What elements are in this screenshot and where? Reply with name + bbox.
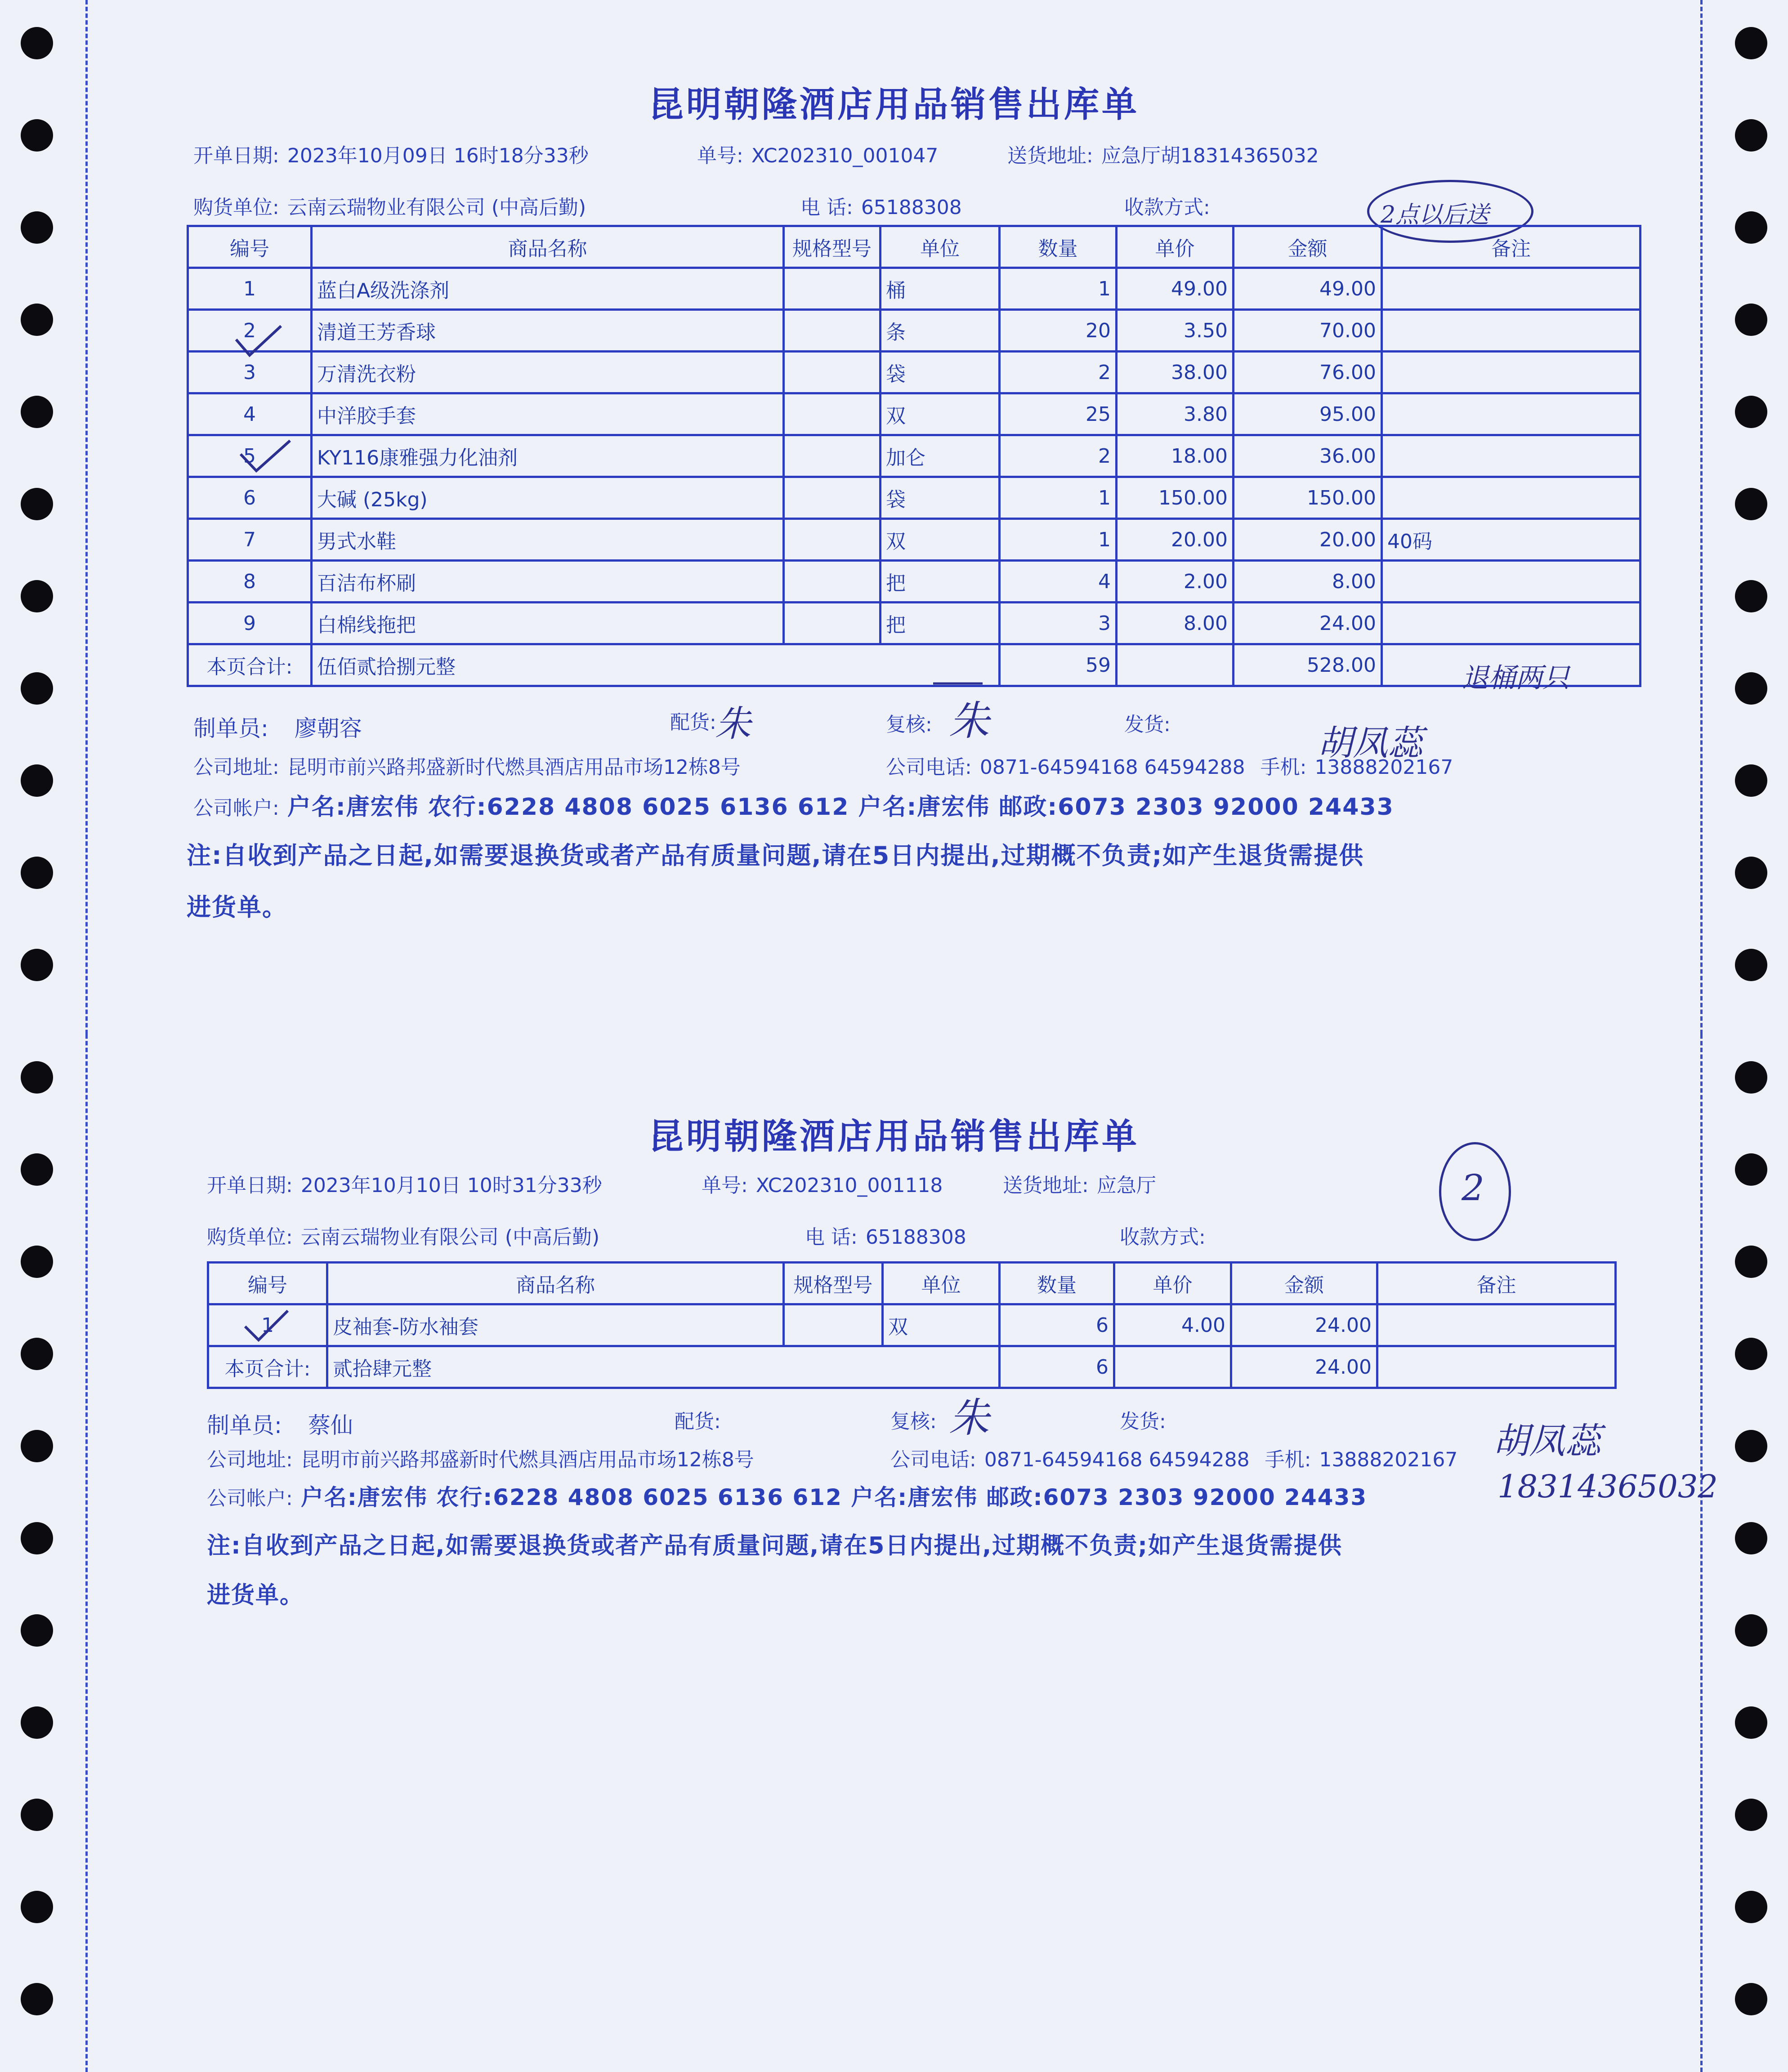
mobile-value: 13888202167 — [1314, 756, 1453, 779]
cell-qty: 2 — [1000, 435, 1117, 477]
tractor-feed-right — [1712, 0, 1788, 1034]
feed-hole — [1735, 1246, 1767, 1278]
cell-no: 1 — [208, 1304, 327, 1346]
cell-spec — [784, 519, 881, 561]
cell-name: 清道王芳香球 — [312, 310, 784, 352]
total-amount: 24.00 — [1231, 1346, 1377, 1388]
feed-hole — [21, 304, 53, 336]
stroke-mark-icon — [931, 665, 985, 701]
phone-line — [805, 1221, 966, 1250]
allot-label: 配货: — [675, 1410, 721, 1433]
maker-value: 廖朝容 — [294, 715, 362, 741]
review-label: 复核: — [890, 1410, 937, 1433]
address-value: 应急厅 — [1096, 1174, 1156, 1197]
table-header-row — [208, 1263, 1616, 1304]
cell-note — [1382, 393, 1640, 435]
feed-hole — [1735, 1522, 1767, 1554]
allot-line — [675, 1405, 729, 1434]
items-table — [187, 225, 1641, 687]
items-table — [207, 1261, 1617, 1389]
phone-label: 电 话: — [800, 196, 853, 219]
total-price-empty — [1117, 644, 1234, 686]
date-line — [207, 1169, 602, 1198]
disclaimer-line-2: 进货单。 — [207, 1582, 304, 1609]
cell-amount: 49.00 — [1234, 268, 1382, 310]
feed-hole — [21, 1430, 53, 1462]
cell-no: 1 — [188, 268, 312, 310]
buyer-value: 云南云瑞物业有限公司 (中高后勤) — [287, 196, 586, 219]
cell-no: 2 — [188, 310, 312, 352]
cell-no: 7 — [188, 519, 312, 561]
cell-name: 中洋胶手套 — [312, 393, 784, 435]
payment-line — [1124, 191, 1218, 220]
cell-spec — [784, 268, 881, 310]
cell-spec — [784, 1304, 883, 1346]
total-row — [208, 1346, 1616, 1388]
date-line — [193, 139, 589, 168]
date-value: 2023年10月10日 10时31分33秒 — [300, 1174, 602, 1197]
cell-amount: 95.00 — [1234, 393, 1382, 435]
company-phone-label: 公司电话: — [886, 756, 972, 779]
order-value: XC202310_001118 — [755, 1174, 943, 1197]
slip-title: 昆明朝隆酒店用品销售出库单 — [648, 1116, 1140, 1157]
table-row — [188, 519, 1640, 561]
cell-qty: 4 — [1000, 561, 1117, 603]
feed-hole — [1735, 764, 1767, 797]
header-no: 编号 — [208, 1263, 327, 1304]
header-name: 商品名称 — [312, 226, 784, 268]
feed-hole — [21, 1338, 53, 1370]
total-price-empty — [1114, 1346, 1231, 1388]
check-mark-icon — [243, 1308, 292, 1344]
maker-line — [207, 1407, 353, 1440]
maker-value: 蔡仙 — [308, 1412, 353, 1438]
feed-hole — [1735, 1061, 1767, 1094]
cell-spec — [784, 477, 881, 519]
feed-hole — [1735, 1891, 1767, 1923]
cell-unit: 袋 — [881, 477, 1000, 519]
cell-unit: 双 — [881, 393, 1000, 435]
cell-name: 大碱 (25kg) — [312, 477, 784, 519]
feed-hole — [21, 1061, 53, 1094]
total-amount: 528.00 — [1234, 644, 1382, 686]
table-row — [188, 393, 1640, 435]
feed-hole — [1735, 1430, 1767, 1462]
feed-hole — [1735, 27, 1767, 59]
maker-line — [193, 710, 362, 743]
cell-price: 49.00 — [1117, 268, 1234, 310]
handwritten-ship-signature: 胡凤蕊 — [1318, 723, 1423, 764]
company-address-label: 公司地址: — [193, 756, 279, 779]
buyer-line — [193, 191, 586, 220]
feed-hole — [21, 764, 53, 797]
cell-price: 20.00 — [1117, 519, 1234, 561]
feed-hole — [21, 672, 53, 705]
payment-line — [1120, 1221, 1214, 1250]
sales-slip-1 — [0, 0, 1788, 1034]
feed-hole — [1735, 857, 1767, 889]
header-price: 单价 — [1117, 226, 1234, 268]
account-label: 公司帐户: — [207, 1487, 293, 1510]
cell-name: KY116康雅强力化油剂 — [312, 435, 784, 477]
handwritten-circled-number: 2 — [1462, 1167, 1484, 1209]
ship-label: 发货: — [1124, 713, 1171, 736]
feed-hole — [21, 949, 53, 981]
account-value: 户名:唐宏伟 农行:6228 4808 6025 6136 612 户名:唐宏伟 邮政:6073 2303 92000 24433 — [287, 794, 1394, 821]
total-note-empty — [1377, 1346, 1616, 1388]
tractor-feed-left — [0, 0, 76, 1034]
cell-price: 150.00 — [1117, 477, 1234, 519]
cell-note — [1382, 268, 1640, 310]
payment-label: 收款方式: — [1120, 1226, 1206, 1249]
table-header-row — [188, 226, 1640, 268]
feed-hole — [21, 1614, 53, 1647]
company-address-label: 公司地址: — [207, 1448, 293, 1471]
account-line — [193, 788, 1394, 822]
header-note: 备注 — [1377, 1263, 1616, 1304]
cell-note — [1382, 435, 1640, 477]
cell-price: 4.00 — [1114, 1304, 1231, 1346]
feed-hole — [21, 1522, 53, 1554]
cell-note — [1377, 1304, 1616, 1346]
company-phone-value: 0871-64594168 64594288 — [984, 1448, 1250, 1471]
cell-no: 4 — [188, 393, 312, 435]
sales-slip-2 — [0, 1034, 1788, 2072]
total-words: 贰拾肆元整 — [327, 1346, 1000, 1388]
payment-label: 收款方式: — [1124, 196, 1210, 219]
cell-name: 万清洗衣粉 — [312, 352, 784, 393]
feed-hole — [21, 580, 53, 612]
cell-name: 百洁布杯刷 — [312, 561, 784, 603]
date-label: 开单日期: — [193, 144, 279, 167]
company-phone-value: 0871-64594168 64594288 — [979, 756, 1245, 779]
cell-no: 6 — [188, 477, 312, 519]
header-amount: 金额 — [1231, 1263, 1377, 1304]
cell-unit: 袋 — [881, 352, 1000, 393]
cell-no: 3 — [188, 352, 312, 393]
cell-note — [1382, 310, 1640, 352]
feed-hole — [21, 1799, 53, 1831]
cell-qty: 2 — [1000, 352, 1117, 393]
total-row — [188, 644, 1640, 686]
cell-name: 皮袖套-防水袖套 — [327, 1304, 784, 1346]
address-line — [1003, 1169, 1156, 1198]
cell-price: 8.00 — [1117, 603, 1234, 644]
order-value: XC202310_001047 — [751, 144, 939, 167]
feed-hole — [1735, 1338, 1767, 1370]
cell-price: 2.00 — [1117, 561, 1234, 603]
cell-amount: 70.00 — [1234, 310, 1382, 352]
company-address-value: 昆明市前兴路邦盛新时代燃具酒店用品市场12栋8号 — [287, 756, 741, 779]
ship-line — [1120, 1405, 1174, 1434]
cell-price: 3.50 — [1117, 310, 1234, 352]
header-note: 备注 — [1382, 226, 1640, 268]
table-row — [188, 310, 1640, 352]
feed-hole — [21, 1891, 53, 1923]
cell-spec — [784, 435, 881, 477]
handwritten-allot-signature: 朱 — [715, 703, 751, 745]
cell-unit: 双 — [881, 519, 1000, 561]
cell-amount: 20.00 — [1234, 519, 1382, 561]
phone-value: 65188308 — [861, 196, 962, 219]
address-label: 送货地址: — [1007, 144, 1093, 167]
handwritten-review-signature: 朱 — [949, 697, 989, 745]
company-address-line — [207, 1443, 754, 1472]
disclaimer-line-2: 进货单。 — [187, 893, 287, 921]
table-row — [188, 561, 1640, 603]
feed-hole — [21, 396, 53, 428]
cell-note — [1382, 352, 1640, 393]
maker-label: 制单员: — [193, 715, 268, 741]
feed-hole — [1735, 396, 1767, 428]
items-body — [208, 1304, 1616, 1346]
cell-unit: 桶 — [881, 268, 1000, 310]
cell-unit: 把 — [881, 561, 1000, 603]
feed-hole — [1735, 580, 1767, 612]
slip-title: 昆明朝隆酒店用品销售出库单 — [648, 85, 1140, 125]
total-qty: 59 — [1000, 644, 1117, 686]
review-line — [886, 708, 940, 737]
buyer-value: 云南云瑞物业有限公司 (中高后勤) — [300, 1226, 600, 1249]
phone-label: 电 话: — [805, 1226, 858, 1249]
feed-hole — [1735, 211, 1767, 244]
cell-name: 蓝白A级洗涤剂 — [312, 268, 784, 310]
feed-hole — [21, 211, 53, 244]
header-no: 编号 — [188, 226, 312, 268]
total-label: 本页合计: — [188, 644, 312, 686]
feed-hole — [1735, 1983, 1767, 2015]
cell-amount: 150.00 — [1234, 477, 1382, 519]
mobile-label: 手机: — [1265, 1448, 1311, 1471]
items-body — [188, 268, 1640, 644]
phone-line — [800, 191, 962, 220]
mobile-value: 13888202167 — [1319, 1448, 1458, 1471]
cell-amount: 24.00 — [1234, 603, 1382, 644]
handwritten-delivery-note: 2点以后送 — [1381, 201, 1489, 228]
account-value: 户名:唐宏伟 农行:6228 4808 6025 6136 612 户名:唐宏伟 邮政:6073 2303 92000 24433 — [300, 1484, 1368, 1510]
account-line — [207, 1479, 1367, 1512]
allot-label: 配货: — [670, 711, 716, 734]
order-label: 单号: — [702, 1174, 748, 1197]
company-phone-label: 公司电话: — [890, 1448, 976, 1471]
ship-label: 发货: — [1120, 1410, 1166, 1433]
cell-unit: 把 — [881, 603, 1000, 644]
cell-unit: 条 — [881, 310, 1000, 352]
disclaimer-line-1: 注:自收到产品之日起,如需要退换货或者产品有质量问题,请在5日内提出,过期概不负责;如产生退货需提供 — [207, 1532, 1343, 1559]
cell-price: 38.00 — [1117, 352, 1234, 393]
table-row — [188, 435, 1640, 477]
feed-hole — [21, 1983, 53, 2015]
cell-spec — [784, 352, 881, 393]
maker-label: 制单员: — [207, 1412, 282, 1438]
cell-unit: 双 — [883, 1304, 1000, 1346]
buyer-line — [207, 1221, 599, 1250]
cell-amount: 24.00 — [1231, 1304, 1377, 1346]
total-words: 伍佰贰拾捌元整 — [312, 644, 1000, 686]
order-line — [697, 139, 938, 168]
cell-qty: 1 — [1000, 519, 1117, 561]
check-mark-icon — [234, 324, 283, 360]
tractor-feed-left — [0, 1034, 76, 2072]
header-unit: 单位 — [883, 1263, 1000, 1304]
order-label: 单号: — [697, 144, 743, 167]
review-label: 复核: — [886, 713, 932, 736]
feed-hole — [1735, 949, 1767, 981]
buyer-label: 购货单位: — [207, 1226, 293, 1249]
cell-qty: 6 — [1000, 1304, 1114, 1346]
cell-price: 18.00 — [1117, 435, 1234, 477]
address-line — [1007, 139, 1319, 168]
cell-spec — [784, 603, 881, 644]
cell-unit: 加仑 — [881, 435, 1000, 477]
company-phone-line — [886, 751, 1453, 780]
cell-name: 白棉线拖把 — [312, 603, 784, 644]
cell-note — [1382, 603, 1640, 644]
header-amount: 金额 — [1234, 226, 1382, 268]
order-line — [702, 1169, 943, 1198]
cell-spec — [784, 393, 881, 435]
account-label: 公司帐户: — [193, 797, 279, 820]
feed-hole — [1735, 1706, 1767, 1739]
header-price: 单价 — [1114, 1263, 1231, 1304]
ship-line — [1124, 708, 1179, 737]
address-value: 应急厅胡18314365032 — [1101, 144, 1319, 167]
cell-qty: 25 — [1000, 393, 1117, 435]
total-label: 本页合计: — [208, 1346, 327, 1388]
feed-hole — [1735, 304, 1767, 336]
cell-spec — [784, 561, 881, 603]
cell-note — [1382, 561, 1640, 603]
tractor-feed-right — [1712, 1034, 1788, 2072]
cell-no: 9 — [188, 603, 312, 644]
cell-amount: 8.00 — [1234, 561, 1382, 603]
cell-no: 8 — [188, 561, 312, 603]
company-address-value: 昆明市前兴路邦盛新时代燃具酒店用品市场12栋8号 — [300, 1448, 754, 1471]
feed-hole — [1735, 488, 1767, 520]
feed-hole — [21, 857, 53, 889]
cell-name: 男式水鞋 — [312, 519, 784, 561]
header-unit: 单位 — [881, 226, 1000, 268]
total-qty: 6 — [1000, 1346, 1114, 1388]
date-label: 开单日期: — [207, 1174, 293, 1197]
cell-qty: 1 — [1000, 268, 1117, 310]
review-line — [890, 1405, 945, 1434]
header-qty: 数量 — [1000, 1263, 1114, 1304]
feed-hole — [1735, 1799, 1767, 1831]
date-value: 2023年10月09日 16时18分33秒 — [287, 144, 589, 167]
mobile-label: 手机: — [1260, 756, 1307, 779]
cell-price: 3.80 — [1117, 393, 1234, 435]
cell-amount: 76.00 — [1234, 352, 1382, 393]
table-row — [188, 603, 1640, 644]
cell-note: 40码 — [1382, 519, 1640, 561]
handwritten-remark: 退桶两只 — [1462, 662, 1569, 694]
feed-hole — [21, 1246, 53, 1278]
handwritten-receiver-phone: 18314365032 — [1497, 1468, 1718, 1505]
company-address-line — [193, 751, 741, 780]
cell-spec — [784, 310, 881, 352]
feed-hole — [21, 488, 53, 520]
feed-hole — [21, 1706, 53, 1739]
table-row — [188, 352, 1640, 393]
company-phone-line — [890, 1443, 1457, 1472]
feed-hole — [1735, 1614, 1767, 1647]
cell-no: 5 — [188, 435, 312, 477]
table-row — [208, 1304, 1616, 1346]
check-mark-icon — [238, 438, 292, 474]
table-row — [188, 268, 1640, 310]
cell-qty: 1 — [1000, 477, 1117, 519]
header-spec: 规格型号 — [784, 226, 881, 268]
buyer-label: 购货单位: — [193, 196, 279, 219]
cell-note — [1382, 477, 1640, 519]
header-name: 商品名称 — [327, 1263, 784, 1304]
phone-value: 65188308 — [865, 1226, 966, 1249]
cell-qty: 3 — [1000, 603, 1117, 644]
handwritten-receiver-name: 胡凤蕊 — [1493, 1420, 1601, 1462]
feed-hole — [21, 27, 53, 59]
header-qty: 数量 — [1000, 226, 1117, 268]
header-spec: 规格型号 — [784, 1263, 883, 1304]
table-row — [188, 477, 1640, 519]
feed-hole — [1735, 672, 1767, 705]
disclaimer-line-1: 注:自收到产品之日起,如需要退换货或者产品有质量问题,请在5日内提出,过期概不负责;如产生退货需提供 — [187, 841, 1364, 870]
cell-amount: 36.00 — [1234, 435, 1382, 477]
handwritten-review-signature: 朱 — [949, 1394, 989, 1442]
cell-qty: 20 — [1000, 310, 1117, 352]
address-label: 送货地址: — [1003, 1174, 1089, 1197]
